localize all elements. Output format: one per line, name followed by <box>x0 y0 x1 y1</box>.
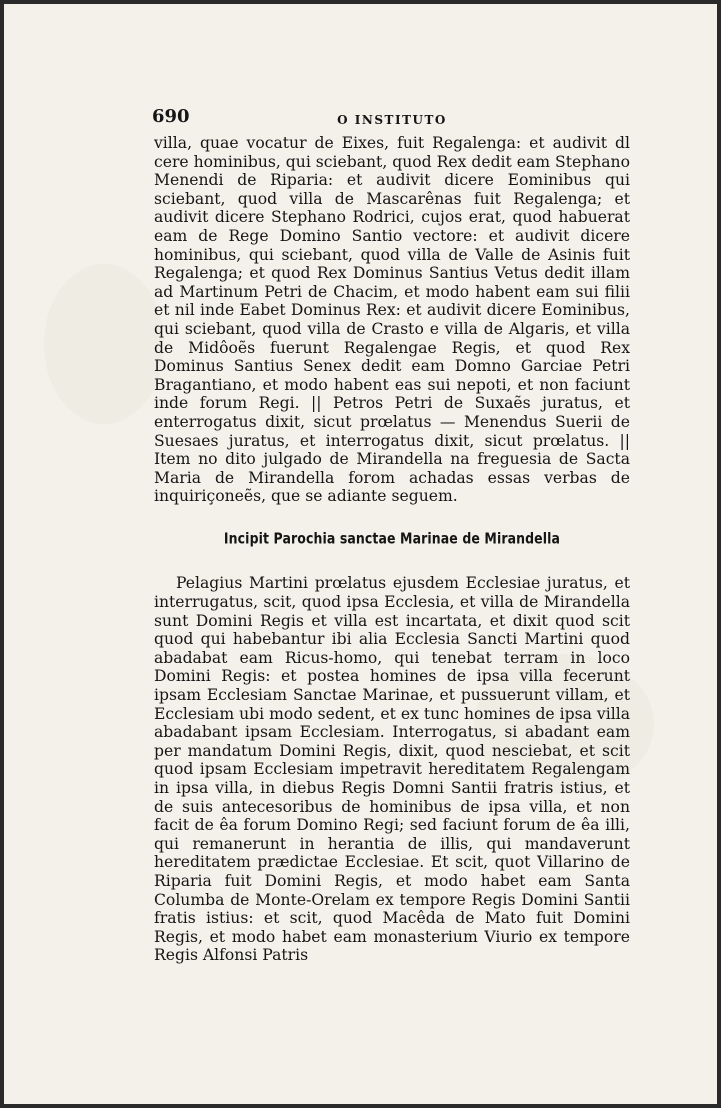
page-number: 690 <box>152 106 190 127</box>
book-page <box>4 4 717 1104</box>
running-title: O INSTITUTO <box>337 113 447 127</box>
body-paragraph: villa, quae vocatur de Eixes, fuit Regalenga: et audivit dl cere hominibus, qui sciebant, quod Rex dedit eam Stephano Menendi de Riparia: et audivit dicere Eominibus qui sciebant, quod villa de Mascarênas fuit Regalenga; et audivit dicere Stephano Rodrici, cujos erat, quod habuerat eam de Rege Domino Santio vectore: et audivit dicere hominibus, qui sciebant, quod villa de Valle de Asinis fuit Regalenga; et quod Rex Dominus Santius Vetus dedit illam ad Martinum Petri de Chacim, et modo habent eam sui filii et nil inde Eabet Dominus Rex: et audivit dicere Eominibus, qui sciebant, quod villa de Crasto e villa de Algaris, et villa de Midôoẽs fuerunt Regalengae Regis, et quod Rex Dominus Santius Senex dedit eam Domno Garciae Petri Bragantiano, et modo habent eas sui nepoti, et non faciunt inde forum Regi. || Petros Petri de Suxaẽs juratus, et enterrogatus dixit, sicut prœlatus — Menendus Suerii de Suesaes juratus, et interrogatus dixit, sicut prœlatus. || Item no dito julgado de Mirandella na freguesia de Sacta Maria de Mirandella forom achadas essas verbas de inquiriçoneẽs, que se adiante seguem. <box>154 134 630 506</box>
section-heading: Incipit Parochia sanctae Marinae de Mirandella <box>223 529 561 548</box>
paper-stain <box>44 264 164 424</box>
body-paragraph: Pelagius Martini prœlatus ejusdem Ecclesiae juratus, et interrugatus, scit, quod ipsa Ecclesia, et villa de Mirandella sunt Domini Regis et villa est incartata, et dixit quod scit quod qui habebantur ibi alia Ecclesia Sancti Martini quod abadabat eam Ricus-homo, qui tenebat terram in loco Domini Regis: et postea homines de ipsa villa fecerunt ipsam Ecclesiam Sanctae Marinae, et pussuerunt villam, et Ecclesiam ubi modo sedent, et ex tunc homines de ipsa villa abadabant ipsam Ecclesiam. Interrogatus, si abadant eam per mandatum Domini Regis, dixit, quod nesciebat, et scit quod ipsam Ecclesiam impetravit hereditatem Regalengam in ipsa villa, in diebus Regis Domni Santii fratris istius, et de suis antecesoribus de hominibus de ipsa villa, et non facit de êa forum Domino Regi; sed faciunt forum de êa illi, qui remanerunt in herantia de illis, qui mandaverunt hereditatem prædictae Ecclesiae. Et scit, quot Villarino de Riparia fuit Domini Regis, et modo habet eam Santa Columba de Monte-Orelam ex tempore Regis Domini Santii fratis istius: et scit, quod Macêda de Mato fuit Domini Regis, et modo habet eam monasterium Viurio ex tempore Regis Alfonsi Patris <box>154 574 630 965</box>
running-head <box>154 108 630 134</box>
page-content <box>154 108 630 965</box>
